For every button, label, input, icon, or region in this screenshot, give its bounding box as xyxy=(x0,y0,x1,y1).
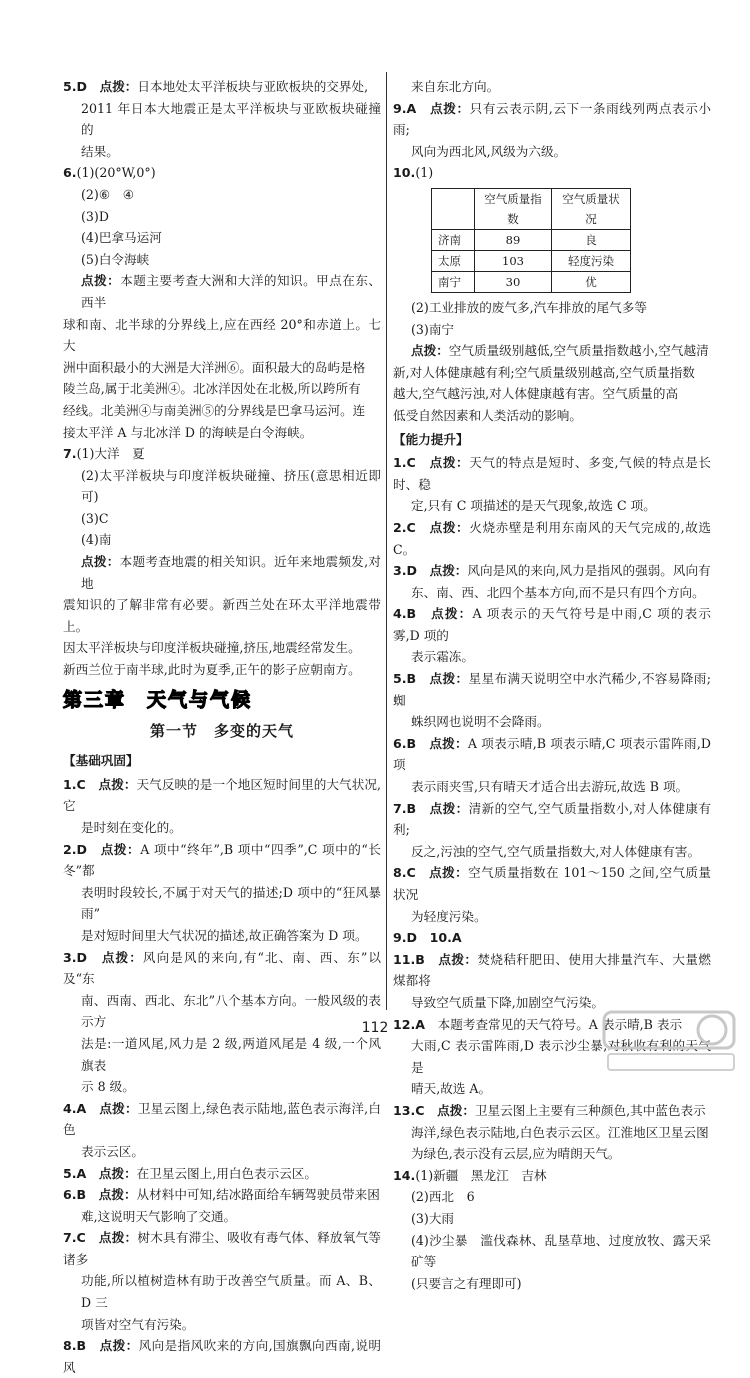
hint-text: 星星布满天说明空中水汽稀少,不容易降雨;蜘 xyxy=(393,671,712,708)
sub-answer: (3)C xyxy=(81,510,109,526)
hint-text: 本题考查常见的天气符号。A 表示晴,B 表示 xyxy=(437,1016,683,1032)
ability-answer-2 xyxy=(393,517,711,560)
hint-text: 表示云区。 xyxy=(81,1143,144,1159)
answer-number: 14. xyxy=(393,1167,416,1183)
table-row: 太原 103 轻度污染 xyxy=(432,250,631,271)
right-column xyxy=(393,76,711,1294)
ability-answer-7 xyxy=(393,798,711,863)
hint-label: 点拨： xyxy=(429,519,470,535)
hint-label: 点拨： xyxy=(429,865,469,881)
hint-text: 结果。 xyxy=(81,143,119,159)
hint-text: 为轻度污染。 xyxy=(411,908,487,924)
sub-answer: (1)(20°W,0°) xyxy=(76,165,156,181)
hint-text: 空气质量指数在 101～150 之间,空气质量状况 xyxy=(393,865,711,902)
hint-text: 晴天,故选 A。 xyxy=(411,1081,492,1097)
ability-answer-1 xyxy=(393,452,711,517)
answer-number: 6. xyxy=(63,165,77,181)
ability-answer-3 xyxy=(393,560,711,603)
sub-answer: (4)巴拿马运河 xyxy=(81,230,162,246)
hint-text: 接太平洋 A 与北冰洋 D 的海峡是白令海峡。 xyxy=(63,424,313,440)
answer-number: 1.C xyxy=(393,455,416,471)
hint-text: 天气反映的是一个地区短时间里的大气状况,它 xyxy=(63,776,382,814)
hint-text: 本题主要考查大洲和大洋的知识。甲点在东、西半 xyxy=(81,273,382,310)
table-row: 济南 89 良 xyxy=(432,229,631,250)
hint-text: 难,这说明天气影响了交通。 xyxy=(81,1208,237,1224)
answer-number: 9.A xyxy=(393,100,417,116)
answer-number: 5.D xyxy=(63,79,88,94)
air-quality-table xyxy=(431,188,631,293)
hint-text: 海洋,绿色表示陆地,白色表示云区。江淮地区卫星云图 xyxy=(411,1124,709,1140)
hint-label: 点拨： xyxy=(98,776,137,792)
hint-text: 越大,空气越污浊,对人体健康越有害。空气质量的高 xyxy=(393,386,679,402)
hint-text: 球和南、北半球的分界线上,应在西经 20°和赤道上。七大 xyxy=(63,316,381,354)
answer-number: 5.B xyxy=(393,671,417,687)
answer-number: 7. xyxy=(63,446,77,462)
basic-heading: 【基础巩固】 xyxy=(63,753,139,769)
hint-label: 点拨： xyxy=(429,563,468,579)
hint-label: 点拨： xyxy=(81,554,120,570)
answer-number: 5.A xyxy=(63,1165,87,1181)
hint-label: 点拨： xyxy=(98,1165,137,1181)
hint-text: 天气的特点是短时、多变,气候的特点是长时、稳 xyxy=(393,455,711,492)
hint-text: 示 8 级。 xyxy=(81,1079,135,1095)
sub-answer: (5)白令海峡 xyxy=(81,251,150,267)
hint-text: 树木具有滞尘、吸收有毒气体、释放氧气等诸多 xyxy=(63,1230,382,1267)
hint-label: 点拨： xyxy=(438,951,478,967)
ability-answer-6 xyxy=(393,733,711,798)
hint-text: 南、西南、西北、东北”八个基本方向。一般风级的表示方 xyxy=(81,992,381,1030)
hint-label: 点拨： xyxy=(411,343,449,359)
hint-text: A 项中“终年”,B 项中“四季”,C 项中的“长冬”都 xyxy=(63,841,382,879)
hint-text: 洲中面积最小的大洲是大洋洲⑥。面积最大的岛屿是格 xyxy=(63,359,366,375)
basic-answer-6 xyxy=(63,1184,381,1227)
answer-number: 3.D xyxy=(63,949,88,965)
hint-text: 经线。北美洲④与南美洲⑤的分界线是巴拿马运河。连 xyxy=(63,402,366,418)
basic-answer-5 xyxy=(63,1163,381,1185)
basic-answer-10: 10.(1) 空气质量指数 空气质量状况 济南 89 良 太原 103 轻度污染 南宁 30 优 (2)工业排放的废气多,汽车排放的尾气多等 (3)南宁 点拨：空气质量级别越低,空气质量指数越小,空气越清 新,对人体健康越有利;空气质量级别越高,空气质量指数 越大,空气越污浊,对人体健康越有害。空气质量的高 低受自然因素和人类活动的影响。 xyxy=(393,162,711,426)
hint-label: 点拨： xyxy=(99,1338,139,1354)
basic-answer-7 xyxy=(63,1227,381,1335)
section-title: 第一节 多变的天气 xyxy=(149,721,294,740)
hint-text: 大雨,C 表示雷阵雨,D 表示沙尘暴,对秋收有利的天气是 xyxy=(411,1038,711,1075)
ability-answer-11 xyxy=(393,949,711,1014)
hint-text: 为绿色,表示没有云层,应为晴朗天气。 xyxy=(411,1146,621,1162)
answer-number: 12.A xyxy=(393,1016,426,1032)
answer-number: 8.C xyxy=(393,865,416,881)
sub-answer: (4)南 xyxy=(81,532,112,548)
hint-text: 卫星云图上主要有三种颜色,其中蓝色表示 xyxy=(474,1102,706,1118)
hint-text: 本题考查地震的相关知识。近年来地震频发,对地 xyxy=(81,554,381,591)
answer-number: 7.B xyxy=(393,800,417,816)
hint-text: 是时刻在变化的。 xyxy=(81,820,182,835)
hint-label: 点拨： xyxy=(98,1187,137,1203)
answer-7 xyxy=(63,443,381,681)
hint-text: A 项表示的天气符号是中雨,C 项的表示雾,D 项的 xyxy=(393,606,712,643)
hint-text: 只有云表示阴,云下一条雨线列两点表示小雨; xyxy=(393,100,711,138)
hint-text: 新西兰位于南半球,此时为夏季,正午的影子应朝南方。 xyxy=(63,662,361,678)
hint-label: 点拨： xyxy=(99,1100,138,1116)
answer-5 xyxy=(63,76,381,162)
basic-answer-8 xyxy=(63,1335,381,1378)
sub-answer: (1)大洋 夏 xyxy=(76,446,145,462)
table-row: 南宁 30 优 xyxy=(432,271,631,292)
hint-text: 表示雨夹雪,只有晴天才适合出去游玩,故选 B 项。 xyxy=(411,779,689,795)
hint-text: 清新的空气,空气质量指数小,对人体健康有利; xyxy=(393,800,712,838)
hint-text: 在卫星云图上,用白色表示云区。 xyxy=(136,1165,317,1181)
hint-label: 点拨： xyxy=(98,1230,138,1246)
sub-answer: (4)沙尘暴 滥伐森林、乱垦草地、过度放牧、露天采矿等 xyxy=(411,1232,711,1270)
hint-text: 是对短时间里大气状况的描述,故正确答案为 D 项。 xyxy=(81,927,368,943)
hint-label: 点拨： xyxy=(437,1102,475,1118)
hint-text: 表示霜冻。 xyxy=(411,649,474,665)
answer-number: 11.B xyxy=(393,951,425,967)
hint-text: A 项表示晴,B 项表示晴,C 项表示雷阵雨,D 项 xyxy=(393,735,712,773)
hint-text: 表明时段较长,不属于对天气的描述;D 项中的“狂风暴雨” xyxy=(81,884,381,922)
ability-answer-13 xyxy=(393,1100,711,1165)
hint-label: 点拨： xyxy=(431,606,473,622)
hint-text: 定,只有 C 项描述的是天气现象,故选 C 项。 xyxy=(411,498,656,514)
hint-label: 点拨： xyxy=(429,800,469,816)
answer-number: 4.A xyxy=(63,1100,87,1116)
table-header-row: 空气质量指数 空气质量状况 xyxy=(432,188,631,229)
sub-answer: (3)D xyxy=(81,208,109,224)
hint-text: 导致空气质量下降,加剧空气污染。 xyxy=(411,994,604,1010)
basic-answer-8-continued: 来自东北方向。 xyxy=(411,79,500,94)
answer-number: 6.B xyxy=(63,1187,87,1203)
hint-label: 点拨： xyxy=(81,273,121,289)
answer-number: 7.C xyxy=(63,1230,86,1246)
chapter-title: 第三章 天气与气候 xyxy=(63,688,253,711)
hint-text: 新,对人体健康越有利;空气质量级别越高,空气质量指数 xyxy=(393,364,695,380)
hint-text: 2011 年日本大地震正是太平洋板块与亚欧板块碰撞的 xyxy=(81,100,381,138)
hint-text: 空气质量级别越低,空气质量指数越小,空气越清 xyxy=(448,343,709,359)
column-divider xyxy=(386,72,387,1010)
ability-answer-5 xyxy=(393,668,711,733)
sub-answer: (只要言之有理即可) xyxy=(411,1275,522,1291)
hint-label: 点拨： xyxy=(429,735,468,751)
hint-text: 焚烧秸秆肥田、使用大排量汽车、大量燃煤都将 xyxy=(393,951,712,989)
sub-answer: (2)太平洋板块与印度洋板块碰撞、挤压(意思相近即可) xyxy=(81,467,381,505)
sub-answer: (2)⑥ ④ xyxy=(81,186,135,202)
basic-answer-2 xyxy=(63,839,381,947)
hint-text: 陵兰岛,属于北美洲④。北冰洋因处在北极,所以跨所有 xyxy=(63,381,361,397)
hint-text: 低受自然因素和人类活动的影响。 xyxy=(393,407,582,423)
hint-text: 震知识的了解非常有必要。新西兰处在环太平洋地震带上。 xyxy=(63,597,381,634)
ability-answer-14 xyxy=(393,1165,711,1295)
ability-answer-9-10: 9.D 10.A xyxy=(393,930,462,946)
sub-answer: (2)西北 6 xyxy=(411,1189,475,1205)
sub-answer: (3)大雨 xyxy=(411,1210,455,1226)
hint-text: 风向是指风吹来的方向,国旗飘向西南,说明风 xyxy=(63,1338,382,1375)
hint-label: 点拨： xyxy=(430,100,470,116)
ability-answer-8 xyxy=(393,862,711,927)
hint-text: 风向是风的来向,风力是指风的强弱。风向有 xyxy=(467,563,711,579)
basic-answer-4 xyxy=(63,1098,381,1163)
hint-text: 蛛织网也说明不会降雨。 xyxy=(411,714,550,730)
hint-text: 风向为西北风,风级为六级。 xyxy=(411,143,567,159)
hint-text: 因太平洋板块与印度洋板块碰撞,挤压,地震经常发生。 xyxy=(63,640,361,656)
answer-number: 13.C xyxy=(393,1102,425,1118)
hint-label: 点拨： xyxy=(100,841,141,857)
answer-number: 8.B xyxy=(63,1338,87,1354)
answer-number: 1.C xyxy=(63,776,86,792)
hint-label: 点拨： xyxy=(429,671,469,687)
hint-label: 点拨： xyxy=(429,455,470,471)
left-column xyxy=(63,76,381,1378)
hint-text: 火烧赤壁是利用东南风的天气完成的,故选 C。 xyxy=(393,519,711,557)
answer-number: 2.C xyxy=(393,519,416,535)
ability-answer-4 xyxy=(393,603,711,668)
ability-heading: 【能力提升】 xyxy=(393,431,469,447)
hint-text: 从材料中可知,结冰路面给车辆驾驶员带来困 xyxy=(136,1187,380,1203)
hint-text: 卫星云图上,绿色表示陆地,蓝色表示海洋,白色 xyxy=(63,1100,382,1138)
answer-6 xyxy=(63,162,381,443)
hint-text: 法是:一道风尾,风力是 2 级,两道风尾是 4 级,一个风旗表 xyxy=(81,1035,381,1073)
hint-text: 项皆对空气有污染。 xyxy=(81,1316,195,1332)
answer-number: 4.B xyxy=(393,606,417,622)
answer-number: 3.D xyxy=(393,563,418,579)
answer-number: 6.B xyxy=(393,735,417,751)
basic-answer-1 xyxy=(63,774,381,839)
hint-text: 风向是风的来向,有“北、南、西、东”以及“东 xyxy=(63,949,382,987)
watermark-logo xyxy=(600,1008,740,1074)
hint-text: 功能,所以植树造林有助于改善空气质量。而 A、B、D 三 xyxy=(81,1273,381,1311)
hint-label: 点拨： xyxy=(101,949,143,965)
sub-answer: (1)新疆 黑龙江 吉林 xyxy=(415,1167,547,1183)
answer-number: 2.D xyxy=(63,841,88,857)
hint-text: 东、南、西、北四个基本方向,而不是只有四个方向。 xyxy=(411,584,705,600)
basic-answer-9 xyxy=(393,98,711,163)
page-number: 112 xyxy=(361,1020,389,1036)
hint-text: 反之,污浊的空气,空气质量指数大,对人体健康有害。 xyxy=(411,843,701,859)
hint-label: 点拨： xyxy=(99,79,138,94)
hint-text: 日本地处太平洋板块与亚欧板块的交界处, xyxy=(137,79,369,94)
